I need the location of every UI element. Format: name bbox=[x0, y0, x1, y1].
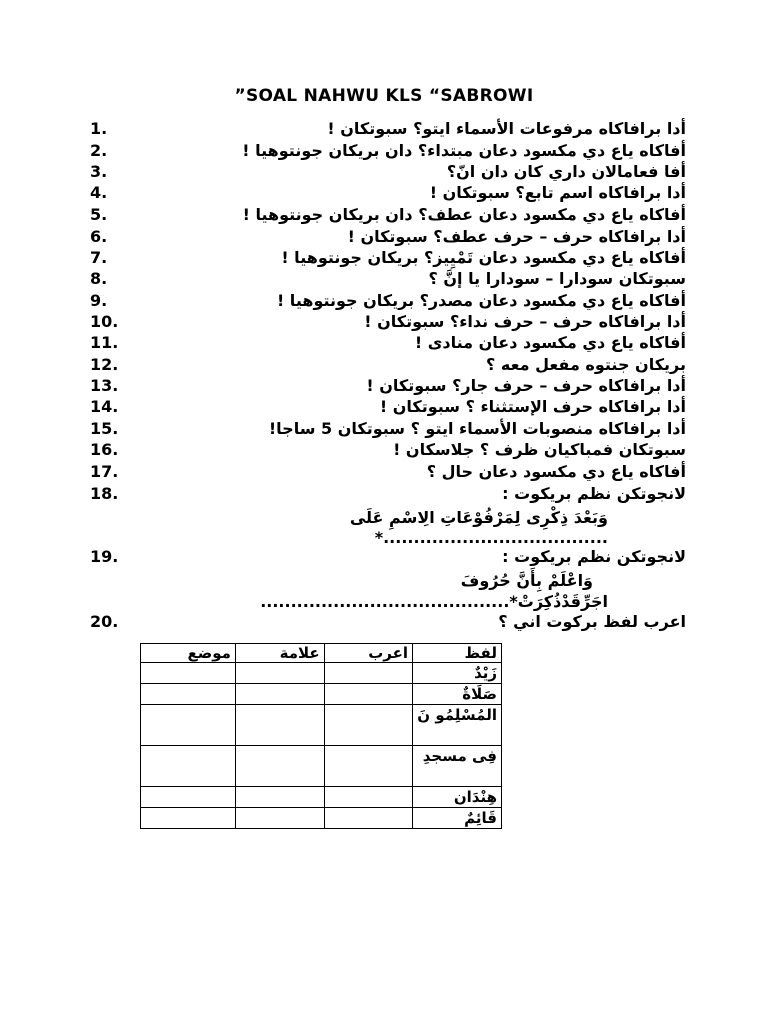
table-cell-irab[interactable] bbox=[324, 663, 412, 684]
table-row bbox=[141, 684, 502, 705]
table-cell-word: المُسْلِمُو نَ bbox=[413, 705, 502, 746]
question-item bbox=[90, 611, 686, 632]
question-item bbox=[90, 354, 686, 375]
question-item bbox=[90, 439, 686, 460]
question-number: 10. bbox=[90, 312, 119, 331]
q19-verse-line-2: اجَرِّقَدْذُكِرَتْ*......................................... bbox=[260, 592, 608, 611]
question-item bbox=[90, 396, 686, 417]
table-cell-word: هِنْدَان bbox=[413, 787, 502, 808]
question-item bbox=[90, 140, 686, 161]
q19-verse-line-1: وَاعْلَمْ بِأَنَّ حُرُوفَ bbox=[460, 571, 593, 590]
question-number: 14. bbox=[90, 397, 119, 416]
table-cell-alamah[interactable] bbox=[235, 705, 324, 746]
table-cell-maudhi[interactable] bbox=[141, 684, 236, 705]
table-row bbox=[141, 705, 502, 746]
question-text: أفاكاه ياع دي مكسود دعان تَمْيِيز؟ بريكان جونتوهيا ! bbox=[281, 248, 686, 267]
table-row bbox=[141, 808, 502, 829]
question-item bbox=[90, 118, 686, 139]
table-cell-maudhi[interactable] bbox=[141, 663, 236, 684]
question-number: 6. bbox=[90, 227, 108, 246]
table-cell-maudhi[interactable] bbox=[141, 808, 236, 829]
question-number: 1. bbox=[90, 119, 108, 138]
table-cell-irab[interactable] bbox=[324, 705, 412, 746]
question-item bbox=[90, 483, 686, 504]
question-number: 20. bbox=[90, 612, 119, 631]
question-item bbox=[90, 204, 686, 225]
question-item bbox=[90, 161, 686, 182]
table-cell-irab[interactable] bbox=[324, 787, 412, 808]
question-text: أدا برافاكاه حرف – حرف نداء؟ سبوتكان ! bbox=[364, 312, 686, 331]
question-number: 11. bbox=[90, 333, 119, 352]
table-cell-word: صَلَاةٌ bbox=[413, 684, 502, 705]
question-number: 9. bbox=[90, 291, 108, 310]
question-number: 3. bbox=[90, 162, 108, 181]
question-text: سبوتكان سودارا – سودارا يا إنَّ ؟ bbox=[428, 269, 686, 288]
table-cell-alamah[interactable] bbox=[235, 663, 324, 684]
table-cell-irab[interactable] bbox=[324, 808, 412, 829]
q18-verse-line-1: وَبَعْدَ ذِكْرِى لِمَرْفُوْعَاتِ الِاسْمِ عَلَى bbox=[349, 508, 608, 527]
question-text: أدا برافاكاه مرفوعات الأسماء ايتو؟ سبوتكان ! bbox=[327, 119, 686, 138]
question-item bbox=[90, 332, 686, 353]
question-number: 15. bbox=[90, 419, 119, 438]
table-cell-irab[interactable] bbox=[324, 684, 412, 705]
table-row bbox=[141, 746, 502, 787]
question-number: 17. bbox=[90, 462, 119, 481]
q18-verse-line-2: .....................................* bbox=[374, 528, 608, 547]
table-cell-alamah[interactable] bbox=[235, 808, 324, 829]
table-cell-alamah[interactable] bbox=[235, 746, 324, 787]
question-text: أفاكاه ياع دي مكسود دعان مصدر؟ بريكان جونتوهيا ! bbox=[276, 291, 686, 310]
question-text: لانجوتكن نظم بريكوت : bbox=[502, 547, 686, 566]
question-item bbox=[90, 247, 686, 268]
question-item bbox=[90, 418, 686, 439]
table-cell-maudhi[interactable] bbox=[141, 746, 236, 787]
table-cell-maudhi[interactable] bbox=[141, 705, 236, 746]
question-text: أدا برافاكاه حرف – حرف جار؟ سبوتكان ! bbox=[366, 376, 686, 395]
question-text: أفاكاه ياع دي مكسود دعان عطف؟ دان بريكان جونتوهيا ! bbox=[242, 205, 686, 224]
question-item bbox=[90, 226, 686, 247]
question-item bbox=[90, 546, 686, 567]
column-header-irab: اعرب bbox=[324, 644, 412, 663]
table-cell-maudhi[interactable] bbox=[141, 787, 236, 808]
column-header-maudhi: موضع bbox=[141, 644, 236, 663]
question-text: أدا برافاكاه حرف – حرف عطف؟ سبوتكان ! bbox=[347, 227, 686, 246]
question-number: 16. bbox=[90, 440, 119, 459]
table-cell-word: فِى مسجدِ bbox=[413, 746, 502, 787]
column-header-lafdz: لفظ bbox=[413, 644, 502, 663]
question-number: 19. bbox=[90, 547, 119, 566]
question-text: لانجوتكن نظم بريكوت : bbox=[502, 484, 686, 503]
table-cell-alamah[interactable] bbox=[235, 787, 324, 808]
question-text: أدا برافاكاه منصوبات الأسماء ايتو ؟ سبوتكان 5 ساجا! bbox=[268, 419, 686, 438]
table-cell-word: زَيْدٌ bbox=[413, 663, 502, 684]
table-row bbox=[141, 787, 502, 808]
table-row bbox=[141, 663, 502, 684]
question-text: أدا برافاكاه حرف الإستثناء ؟ سبوتكان ! bbox=[379, 397, 686, 416]
question-number: 13. bbox=[90, 376, 119, 395]
question-text: أفاكاه ياع دي مكسود دعان حال ؟ bbox=[426, 462, 686, 481]
question-item bbox=[90, 182, 686, 203]
question-item bbox=[90, 290, 686, 311]
column-header-alamah: علامة bbox=[235, 644, 324, 663]
table-cell-alamah[interactable] bbox=[235, 684, 324, 705]
question-text: أفاكاه ياع دي مكسود دعان منادى ! bbox=[414, 333, 686, 352]
question-number: 4. bbox=[90, 183, 108, 202]
question-number: 2. bbox=[90, 141, 108, 160]
question-number: 18. bbox=[90, 484, 119, 503]
question-number: 5. bbox=[90, 205, 108, 224]
question-text: أفاكاه ياع دي مكسود دعان مبتداء؟ دان بريكان جونتوهيا ! bbox=[242, 141, 686, 160]
question-text: اعرب لفظ بركوت اني ؟ bbox=[498, 612, 686, 631]
question-text: أفا فعامالان داري كان دان انّ؟ bbox=[446, 162, 686, 181]
table-cell-word: قَائِمٌ bbox=[413, 808, 502, 829]
irab-table bbox=[140, 643, 502, 829]
question-number: 8. bbox=[90, 269, 108, 288]
table-header-row bbox=[141, 644, 502, 663]
question-item bbox=[90, 375, 686, 396]
page-title: ”SOAL NAHWU KLS “SABROWI bbox=[234, 86, 534, 106]
question-item bbox=[90, 268, 686, 289]
question-number: 7. bbox=[90, 248, 108, 267]
question-item bbox=[90, 461, 686, 482]
question-text: سبوتكان فمباكيان ظرف ؟ جلاسكان ! bbox=[393, 440, 686, 459]
question-text: أدا برافاكاه اسم تابع؟ سبوتكان ! bbox=[429, 183, 686, 202]
question-number: 12. bbox=[90, 355, 119, 374]
table-cell-irab[interactable] bbox=[324, 746, 412, 787]
question-text: بريكان جنتوه مفعل معه ؟ bbox=[486, 355, 686, 374]
question-item bbox=[90, 311, 686, 332]
